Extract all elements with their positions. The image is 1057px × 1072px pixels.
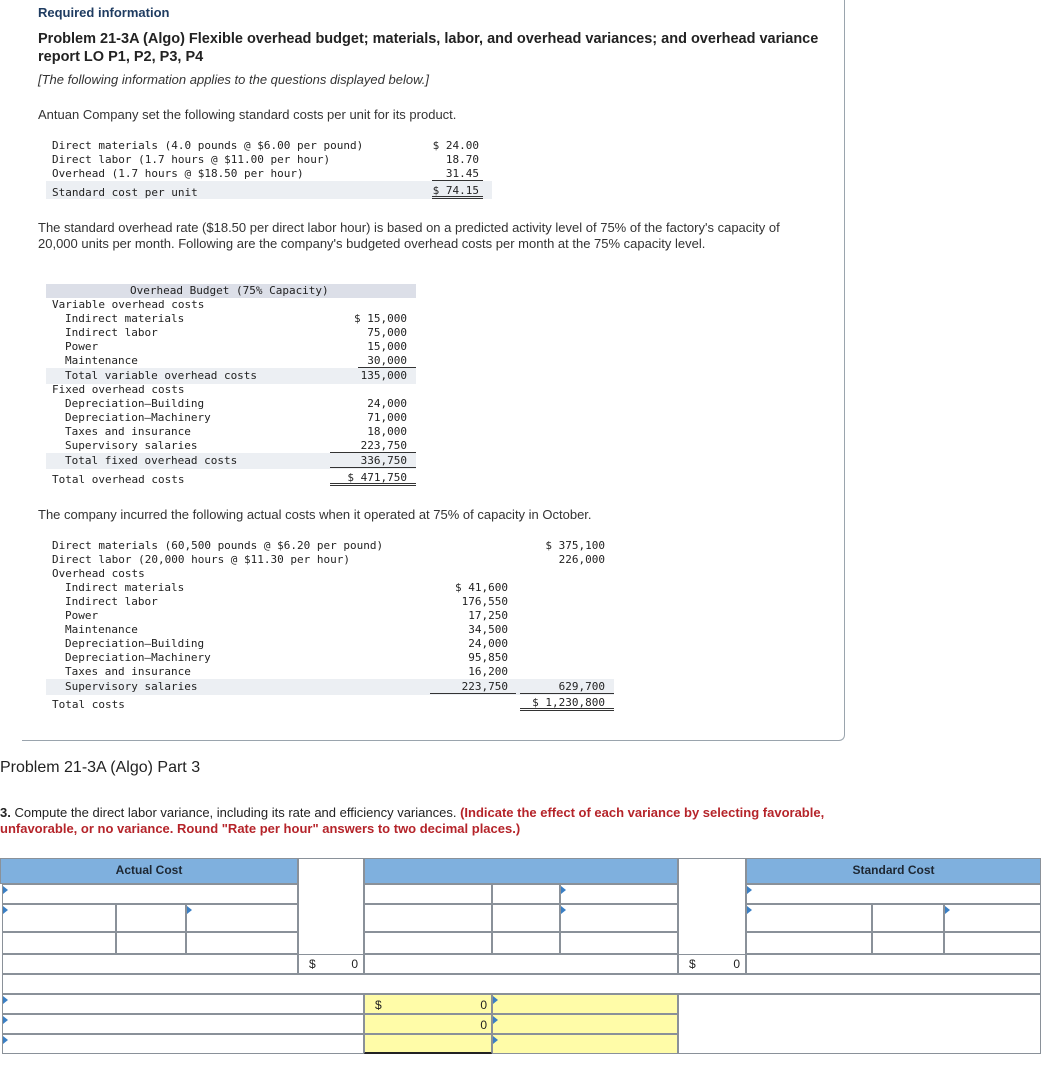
standard-x-cell: [872, 932, 944, 954]
efficiency-variance-label-input[interactable]: [2, 1014, 364, 1034]
actual-x-cell: [116, 932, 186, 954]
actual-cost-label-input[interactable]: [2, 884, 298, 904]
middle-hours-input[interactable]: [364, 932, 492, 954]
std-row-label: Direct labor (1.7 hours @ $11.00 per hour): [52, 153, 331, 166]
actual-row-label: Depreciation—Machinery: [65, 651, 211, 664]
actual-rate-input[interactable]: [186, 904, 298, 932]
actual-row-amount: 16,200: [468, 665, 508, 678]
rate-variance-effect-select[interactable]: [492, 994, 678, 1014]
variable-costs-label: Variable overhead costs: [52, 298, 205, 311]
budget-row-amount: 15,000: [367, 340, 407, 353]
spacer-row: [2, 974, 1041, 994]
total-costs-label: Total costs: [52, 698, 125, 711]
problem-title: Problem 21-3A (Algo) Flexible overhead budget; materials, labor, and overhead variances; and overhead variance report LO P1, P2, P3, P4: [38, 31, 819, 65]
standard-cost-header: Standard Cost: [746, 858, 1041, 884]
question-number: 3.: [0, 805, 11, 820]
part-title: Problem 21-3A (Algo) Part 3: [0, 759, 201, 776]
required-info-label: Required information: [38, 5, 170, 20]
actual-row-amount: 223,750: [430, 680, 516, 694]
middle-rate-input[interactable]: [560, 904, 678, 932]
total-variable-label: Total variable overhead costs: [65, 369, 258, 382]
dollar-sign: $: [309, 957, 316, 971]
dollar-sign: $: [689, 957, 696, 971]
middle-x-cell: [492, 932, 560, 954]
question-text: [0, 805, 840, 837]
actual-row-label: Indirect labor: [65, 595, 158, 608]
middle-label-input[interactable]: [364, 884, 492, 904]
actual-dl-amount: 226,000: [558, 553, 605, 566]
middle-total-row: [364, 954, 678, 974]
rate-variance-label-input[interactable]: [2, 994, 364, 1014]
std-row-amount: 18.70: [445, 153, 479, 166]
actual-row-amount: 24,000: [468, 637, 508, 650]
total-fixed-label: Total fixed overhead costs: [65, 454, 238, 467]
standard-rate-input[interactable]: [944, 904, 1041, 932]
dollar-sign: $: [375, 998, 382, 1012]
question-body: Compute the direct labor variance, including its rate and efficiency variances.: [10, 805, 461, 820]
actual-overhead-total: 629,700: [520, 680, 614, 694]
budget-row-amount: $ 15,000: [354, 312, 407, 325]
total-variable-amount: 135,000: [360, 369, 407, 382]
actual-costs-intro: The company incurred the following actual costs when it operated at 75% of capacity in October.: [38, 507, 592, 522]
budget-row-label: Indirect labor: [65, 326, 158, 339]
intro-text: Antuan Company set the following standard costs per unit for its product.: [38, 107, 457, 122]
std-row-amount: $ 24.00: [432, 139, 479, 152]
actual-overhead-label: Overhead costs: [52, 567, 145, 580]
budget-row-amount: 71,000: [367, 411, 407, 424]
std-row-amount: 31.45: [432, 167, 483, 181]
total-variance-label-input[interactable]: [2, 1034, 364, 1054]
spacer-cell: [678, 858, 746, 956]
middle-header: [364, 858, 678, 884]
actual-rate-input[interactable]: [186, 932, 298, 954]
rate-variance-value: 0: [480, 998, 487, 1012]
budget-row-label: Indirect materials: [65, 312, 185, 325]
actual-row-label: Maintenance: [65, 623, 138, 636]
right-blank-block: [678, 994, 1041, 1054]
efficiency-variance-effect-select[interactable]: [492, 1014, 678, 1034]
standard-total-row: [746, 954, 1041, 974]
actual-row-amount: 17,250: [468, 609, 508, 622]
total-variance-effect-select[interactable]: [492, 1034, 678, 1054]
spacer-cell: [298, 858, 364, 956]
middle-x-cell: [492, 904, 560, 932]
actual-row-label: Indirect materials: [65, 581, 185, 594]
total-overhead-label: Total overhead costs: [52, 473, 185, 486]
total-variance-amount-input[interactable]: [364, 1034, 492, 1054]
actual-hours-input[interactable]: [2, 932, 116, 954]
actual-row-amount: 95,850: [468, 651, 508, 664]
rate-variance-amount-input[interactable]: [364, 994, 492, 1014]
actual-hours-input[interactable]: [2, 904, 116, 932]
overhead-rate-paragraph: The standard overhead rate ($18.50 per direct labor hour) is based on a predicted activity level of 75% of the factory's capacity of 20,000 units per month. Following are the company's budgeted overhead costs per month at the 75% capacity level.: [38, 220, 780, 251]
middle-hours-input[interactable]: [364, 904, 492, 932]
standard-hours-input[interactable]: [746, 904, 872, 932]
budget-row-label: Taxes and insurance: [65, 425, 191, 438]
actual-cost-header: Actual Cost: [0, 858, 298, 884]
budget-row-label: Depreciation—Machinery: [65, 411, 211, 424]
standard-x-cell: [872, 904, 944, 932]
budget-row-label: Depreciation—Building: [65, 397, 205, 410]
budget-row-label: Power: [65, 340, 99, 353]
fixed-costs-label: Fixed overhead costs: [52, 383, 185, 396]
info-note: [The following information applies to the questions displayed below.]: [38, 72, 429, 87]
actual-cost-total-cell[interactable]: [298, 954, 364, 974]
budget-row-amount: 75,000: [367, 326, 407, 339]
actual-row-label: Power: [65, 609, 99, 622]
actual-dl-label: Direct labor (20,000 hours @ $11.30 per hour): [52, 553, 351, 566]
total-fixed-amount: 336,750: [330, 454, 416, 468]
standard-cost-total-value: 0: [733, 957, 740, 971]
budget-row-label: Supervisory salaries: [65, 439, 198, 452]
actual-dm-label: Direct materials (60,500 pounds @ $6.20 per pound): [52, 539, 384, 552]
efficiency-variance-amount-input[interactable]: [364, 1014, 492, 1034]
middle-label-input[interactable]: [492, 884, 560, 904]
actual-row-amount: 34,500: [468, 623, 508, 636]
middle-label-input[interactable]: [560, 884, 678, 904]
std-row-label: Direct materials (4.0 pounds @ $6.00 per pound): [52, 139, 364, 152]
budget-row-amount: 30,000: [358, 354, 416, 368]
standard-cost-total-cell[interactable]: [678, 954, 746, 974]
answer-grid: [0, 858, 1041, 1058]
actual-row-amount: 176,550: [461, 595, 508, 608]
actual-row-amount: $ 41,600: [455, 581, 508, 594]
actual-cost-total-row: [2, 954, 298, 974]
budget-row-amount: 24,000: [367, 397, 407, 410]
middle-rate-input[interactable]: [560, 932, 678, 954]
total-costs-amount: $ 1,230,800: [520, 696, 614, 711]
actual-dm-amount: $ 375,100: [545, 539, 605, 552]
efficiency-variance-value: 0: [480, 1018, 487, 1032]
budget-row-label: Maintenance: [65, 354, 138, 367]
std-row-label: Overhead (1.7 hours @ $18.50 per hour): [52, 167, 304, 180]
standard-rate-input[interactable]: [944, 932, 1041, 954]
standard-cost-label-input[interactable]: [746, 884, 1041, 904]
std-total-label: Standard cost per unit: [52, 186, 198, 199]
actual-row-label: Depreciation—Building: [65, 637, 205, 650]
total-overhead-amount: $ 471,750: [330, 471, 416, 486]
actual-row-label: Supervisory salaries: [65, 680, 198, 693]
budget-row-amount: 18,000: [367, 425, 407, 438]
question-instructions: (Indicate the effect of each variance by selecting favorable, unfavorable, or no variance. Round "Rate per hour" answers to two decimal places.): [0, 805, 825, 836]
std-total-amount: $ 74.15: [432, 184, 483, 199]
actual-x-cell: [116, 904, 186, 932]
actual-row-label: Taxes and insurance: [65, 665, 191, 678]
budget-row-amount: 223,750: [330, 439, 416, 453]
standard-hours-input[interactable]: [746, 932, 872, 954]
actual-cost-total-value: 0: [351, 957, 358, 971]
overhead-budget-heading: Overhead Budget (75% Capacity): [130, 284, 329, 297]
